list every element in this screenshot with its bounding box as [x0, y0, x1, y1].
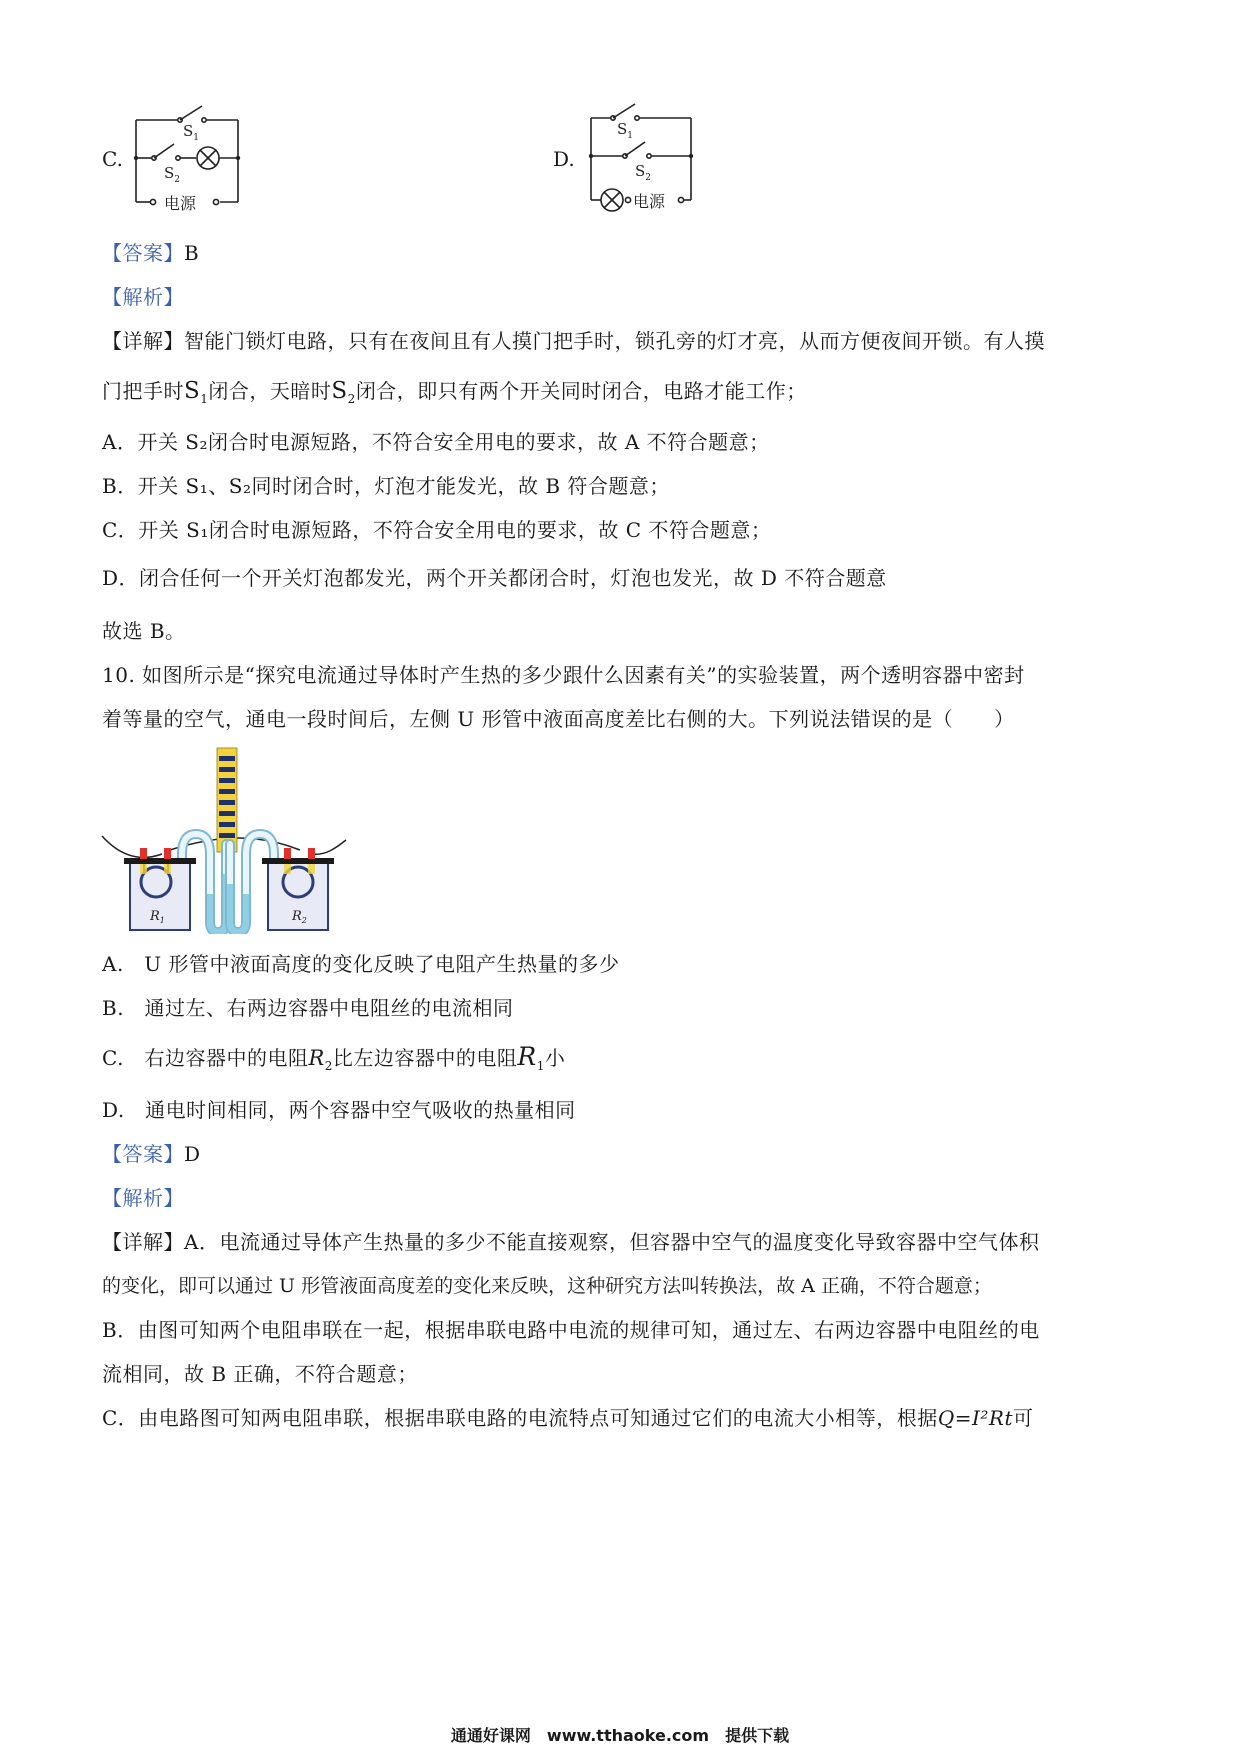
- c-s1-label: S: [183, 122, 194, 140]
- c-s2-sub: 2: [174, 175, 181, 185]
- d-s2-sub: 2: [645, 173, 652, 183]
- q10-analysis-tag: 【解析】: [102, 1186, 184, 1210]
- q10-detail-line1: 【详解】A．电流通过导体产生热量的多少不能直接观察，但容器中空气的温度变化导致容器中空气体积: [102, 1230, 1040, 1254]
- option-d-label: D.: [553, 147, 575, 171]
- c-s1-sub: 1: [193, 133, 200, 143]
- q10-detail-line2: 的变化，即可以通过 U 形管液面高度差的变化来反映，这种研究方法叫转换法，故 A 正确，不符合题意；: [102, 1275, 992, 1297]
- d-source-label: 电源: [633, 192, 666, 211]
- q10-stem-line1: 10. 如图所示是“探究电流通过导体时产生热的多少跟什么因素有关”的实验装置，两个透明容器中密封: [102, 663, 1025, 687]
- q9-answer: [102, 240, 199, 266]
- q10-detail-line5: C．由电路图可知两电阻串联，根据串联电路的电流特点可知通过它们的电流大小相等，根据Q=I²Rt可: [102, 1406, 1034, 1430]
- q10-detail-line3: B．由图可知两个电阻串联在一起，根据串联电路中电流的规律可知，通过左、右两边容器中电阻丝的电: [102, 1318, 1040, 1342]
- d-s1-sub: 1: [627, 131, 634, 141]
- svg-text:S2: [635, 162, 651, 183]
- joule-heating-apparatus: [100, 744, 350, 934]
- d-s2-label: S: [635, 162, 646, 180]
- q9-option-d-explanation: D．闭合任何一个开关灯泡都发光，两个开关都闭合时，灯泡也发光，故 D 不符合题意: [102, 566, 887, 590]
- svg-text:S1: [183, 122, 199, 143]
- q9-detail-line2: 门把手时$S_1$闭合，天暗时$S_2$闭合，即只有两个开关同时闭合，电路才能工作；: [102, 378, 807, 406]
- q9-analysis-tag: 【解析】: [102, 285, 184, 309]
- c-s2-label: S: [164, 164, 175, 182]
- answer-tag: 【答案】: [102, 241, 184, 265]
- q9-option-c-explanation: C．开关 S₁闭合时电源短路，不符合安全用电的要求，故 C 不符合题意；: [102, 518, 772, 542]
- footer-credit: 通通好课网 www.tthaoke.com 提供下载: [450, 1726, 790, 1745]
- svg-text:S2: [164, 164, 180, 185]
- q9-detail-line1: 【详解】智能门锁灯电路，只有在夜间且有人摸门把手时，锁孔旁的灯才亮，从而方便夜间开锁。有人摸: [102, 329, 1045, 353]
- q10-option-b: B. 通过左、右两边容器中电阻丝的电流相同: [102, 996, 514, 1020]
- q10-option-d: D. 通电时间相同，两个容器中空气吸收的热量相同: [102, 1098, 576, 1122]
- q10-stem-line2: 着等量的空气，通电一段时间后，左侧 U 形管中液面高度差比右侧的大。下列说法错误的是（ ）: [102, 707, 1015, 731]
- fig-r1-sub: 1: [159, 916, 165, 925]
- answer-value: B: [184, 241, 200, 265]
- svg-text:S1: [617, 120, 633, 141]
- circuit-diagram-c: [128, 98, 258, 216]
- fig-r2-label: R: [292, 909, 302, 924]
- q9-option-a-explanation: A．开关 S₂闭合时电源短路，不符合安全用电的要求，故 A 不符合题意；: [102, 430, 770, 454]
- fig-r1-label: R: [150, 909, 160, 924]
- q10-answer: 【答案】D: [102, 1142, 201, 1166]
- formula: Q=I²Rt: [937, 1406, 1013, 1430]
- q10-option-c: C. 右边容器中的电阻$R_2$比左边容器中的电阻$R_1$小: [102, 1042, 566, 1073]
- q10-option-a: A. U 形管中液面高度的变化反映了电阻产生热量的多少: [102, 952, 620, 976]
- option-c-label: C.: [102, 147, 123, 171]
- detail-tag: 【详解】: [102, 329, 184, 353]
- circuit-diagram-d: [583, 98, 713, 216]
- c-source-label: 电源: [164, 194, 197, 213]
- q9-option-b-explanation: B．开关 S₁、S₂同时闭合时，灯泡才能发光，故 B 符合题意；: [102, 474, 670, 498]
- fig-r2-sub: 2: [301, 916, 307, 925]
- d-s1-label: S: [617, 120, 628, 138]
- q10-detail-line4: 流相同，故 B 正确，不符合题意；: [102, 1362, 418, 1386]
- q9-conclusion: 故选 B。: [102, 619, 186, 643]
